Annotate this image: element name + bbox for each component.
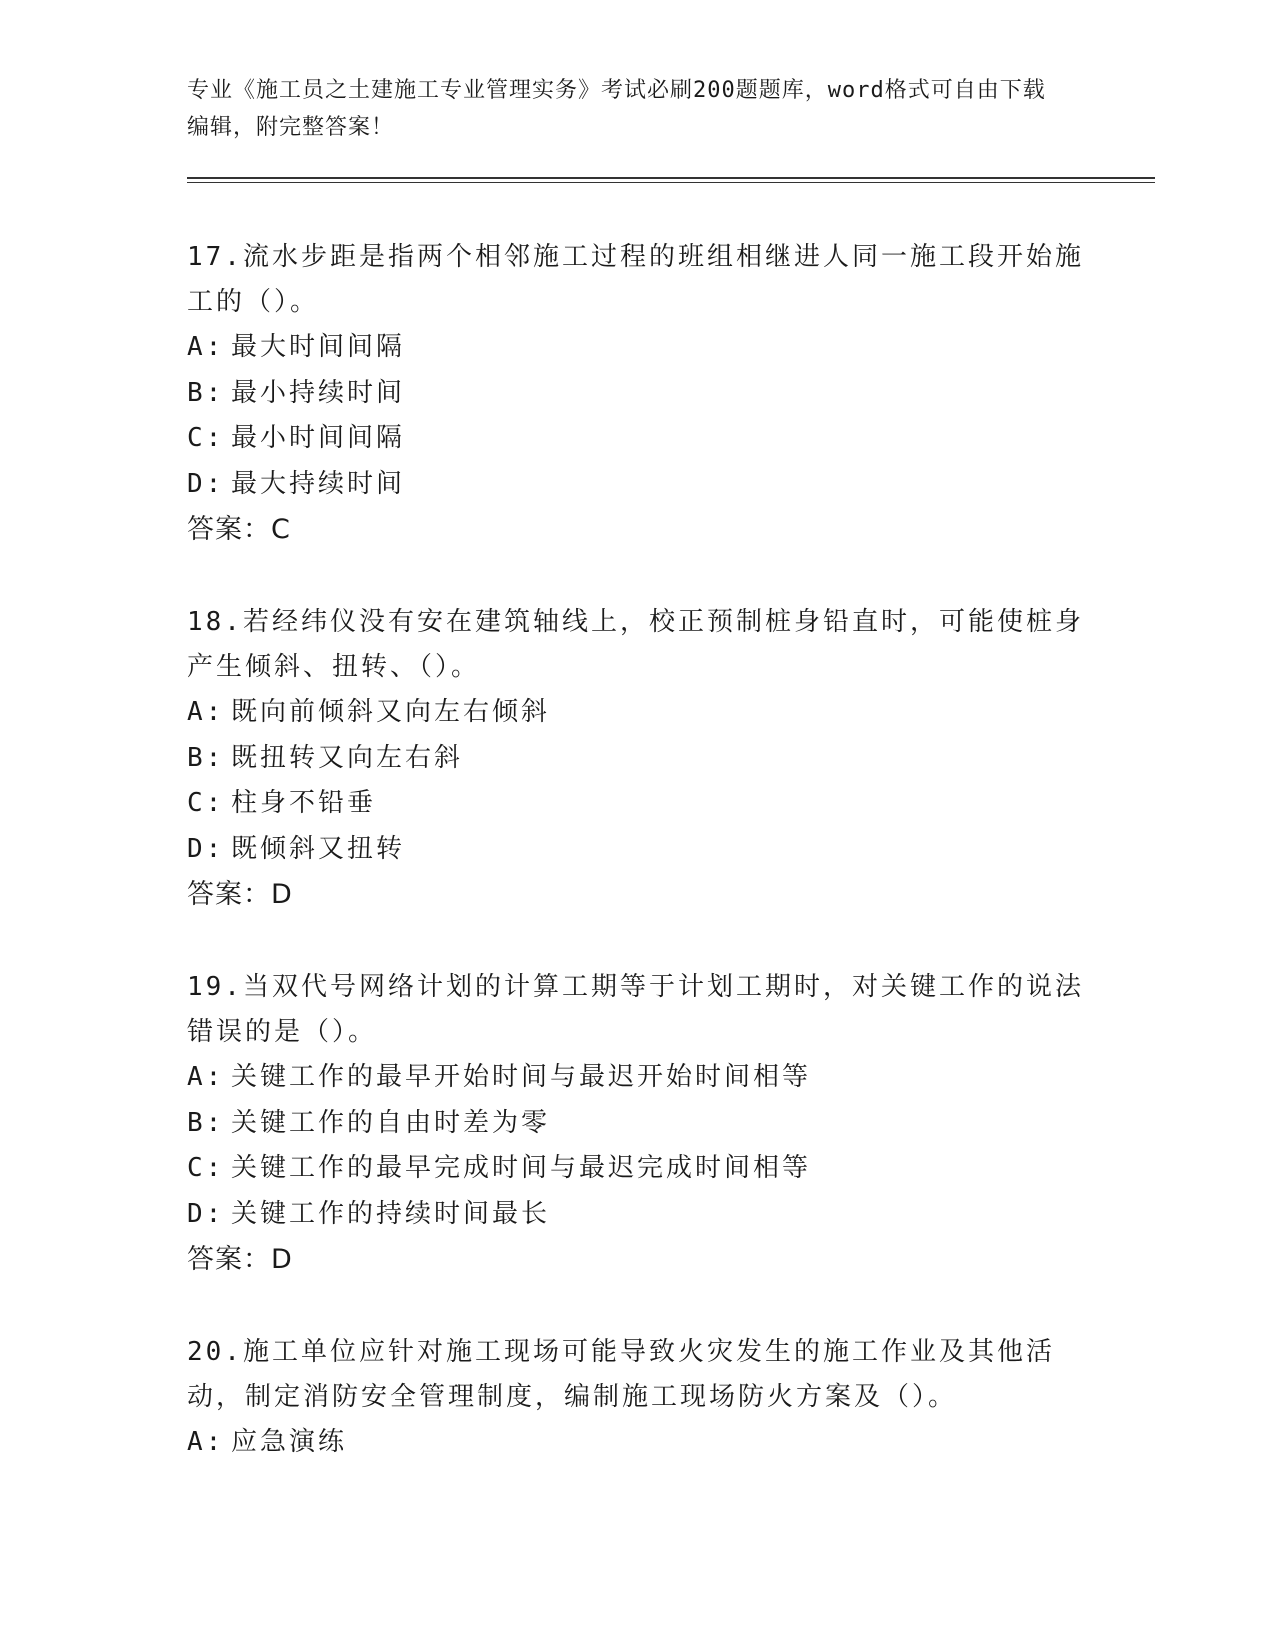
header-divider-thick bbox=[187, 177, 1155, 179]
option-b bbox=[187, 736, 1087, 782]
option-d bbox=[187, 462, 1087, 508]
question-20 bbox=[187, 1330, 1087, 1466]
option-label: B: bbox=[187, 377, 225, 408]
question-stem: 18.若经纬仪没有安在建筑轴线上，校正预制桩身铅直时，可能使桩身产生倾斜、扭转、（）。 bbox=[187, 607, 1084, 682]
question-stem: 17.流水步距是指两个相邻施工过程的班组相继进人同一施工段开始施工的（）。 bbox=[187, 242, 1084, 317]
option-label: C: bbox=[187, 423, 225, 453]
question-19 bbox=[187, 965, 1087, 1283]
option-c bbox=[187, 781, 1087, 827]
option-text: 最小时间间隔 bbox=[231, 423, 406, 453]
option-text: 最大持续时间 bbox=[231, 468, 406, 499]
option-a bbox=[187, 1420, 1087, 1466]
option-label: B: bbox=[187, 1107, 225, 1138]
answer-line: 答案：D bbox=[187, 879, 293, 910]
option-text: 既倾斜又扭转 bbox=[231, 833, 406, 864]
option-c bbox=[187, 416, 1087, 462]
answer-line: 答案：D bbox=[187, 1244, 293, 1275]
option-text: 最大时间间隔 bbox=[231, 332, 406, 362]
option-label: D: bbox=[187, 833, 225, 864]
option-label: D: bbox=[187, 468, 225, 499]
question-stem: 20.施工单位应针对施工现场可能导致火灾发生的施工作业及其他活动，制定消防安全管理制度，编制施工现场防火方案及（）。 bbox=[187, 1337, 1055, 1412]
option-label: A: bbox=[187, 1427, 225, 1457]
option-d bbox=[187, 1192, 1087, 1238]
answer-line: 答案：C bbox=[187, 514, 291, 545]
header-divider-thin bbox=[187, 182, 1155, 183]
option-label: A: bbox=[187, 1062, 225, 1092]
option-text: 既向前倾斜又向左右倾斜 bbox=[231, 697, 551, 727]
option-text: 关键工作的持续时间最长 bbox=[231, 1198, 551, 1229]
option-text: 应急演练 bbox=[231, 1427, 348, 1457]
option-b bbox=[187, 371, 1087, 417]
option-d bbox=[187, 827, 1087, 873]
option-text: 最小持续时间 bbox=[231, 377, 406, 408]
document-header: 专业《施工员之土建施工专业管理实务》考试必刷200题题库，word格式可自由下载编辑，附完整答案！ bbox=[187, 78, 1046, 140]
option-c bbox=[187, 1146, 1087, 1192]
option-label: D: bbox=[187, 1198, 225, 1229]
option-b bbox=[187, 1101, 1087, 1147]
question-stem: 19.当双代号网络计划的计算工期等于计划工期时，对关键工作的说法错误的是（）。 bbox=[187, 972, 1084, 1047]
option-label: A: bbox=[187, 332, 225, 362]
option-a bbox=[187, 690, 1087, 736]
option-a bbox=[187, 1055, 1087, 1101]
question-18 bbox=[187, 600, 1087, 918]
option-text: 柱身不铅垂 bbox=[231, 788, 377, 818]
option-text: 既扭转又向左右斜 bbox=[231, 742, 464, 773]
option-label: C: bbox=[187, 788, 225, 818]
option-text: 关键工作的最早开始时间与最迟开始时间相等 bbox=[231, 1062, 812, 1092]
option-text: 关键工作的最早完成时间与最迟完成时间相等 bbox=[231, 1153, 812, 1183]
option-label: C: bbox=[187, 1153, 225, 1183]
question-17 bbox=[187, 235, 1087, 553]
option-label: A: bbox=[187, 697, 225, 727]
option-label: B: bbox=[187, 742, 225, 773]
option-text: 关键工作的自由时差为零 bbox=[231, 1107, 551, 1138]
option-a bbox=[187, 325, 1087, 371]
